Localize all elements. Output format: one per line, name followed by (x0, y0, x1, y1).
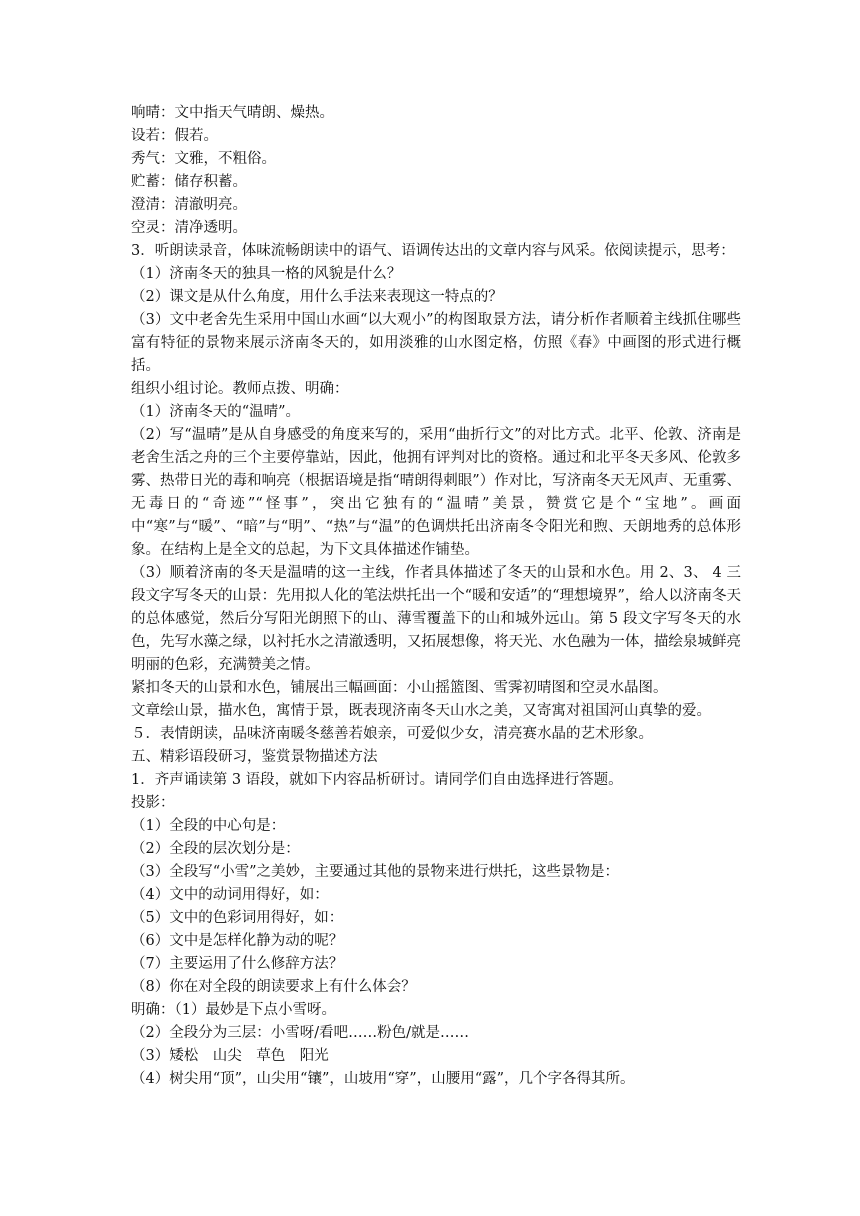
text-line: 投影： (131, 795, 175, 811)
answer-line: （1）济南冬天的“温晴”。 (131, 404, 301, 420)
text-line: 组织小组讨论。教师点拨、明确： (131, 381, 349, 397)
section-heading: 五、精彩语段研习，鉴赏景物描述方法 (131, 749, 378, 765)
question-line: （8）你在对全段的朗读要求上有什么体会？ (131, 979, 416, 995)
question-line: （2）全段的层次划分是： (131, 841, 300, 857)
answer-paragraph: （2）写“温晴”是从自身感受的角度来写的，采用“曲折行文”的对比方式。北平、伦敦、济南是老舍生活之舟的三个主要停靠站，因此，他拥有评判对比的资格。通过和北平冬天多风、伦敦多雾、热带日光的毒和响亮（根据语境是指“晴朗得刺眼”）作对比，写济南冬天无风声、无重雾、无毒日的“奇迹”“怪事”，突出它独有的“温晴”美景，赞赏它是个“宝地”。画面中“寒”与“暖”、“暗”与“明”、“热”与“温”的色调烘托出济南冬令阳光和煦、天朗地秀的总体形象。在结构上是全文的总起，为下文具体描述作铺垫。 (131, 427, 741, 558)
glossary-line: 澄清：清澈明亮。 (131, 197, 247, 213)
question-line: （4）文中的动词用得好，如： (131, 887, 329, 903)
answer-paragraph: （3）顺着济南的冬天是温晴的这一主线，作者具体描述了冬天的山景和水色。用 2、3、 4 三段文字写冬天的山景：先用拟人化的笔法烘托出一个“暖和安适”的“理想境界”，给人以济南冬天的总体感觉，然后分写阳光朗照下的山、薄雪覆盖下的山和城外远山。第 5 段文字写冬天的水色，先写水藻之绿，以衬托水之清澈透明，又拓展想像，将天光、水色融为一体，描绘泉城鲜亮明丽的色彩，充满赞美之情。 (131, 565, 741, 673)
document-page (131, 102, 741, 1091)
answer-line: 明确：（1）最妙是下点小雪呀。 (131, 1002, 336, 1018)
glossary-line: 空灵：清净透明。 (131, 220, 247, 236)
task-paragraph: 3．听朗读录音，体味流畅朗读中的语气、语调传达出的文章内容与风采。依阅读提示，思考： (131, 243, 735, 259)
task-line: 1．齐声诵读第 3 语段，就如下内容品析研讨。请同学们自由选择进行答题。 (131, 772, 623, 788)
glossary-line: 响晴：文中指天气晴朗、燥热。 (131, 105, 334, 121)
glossary-line: 秀气：文雅，不粗俗。 (131, 151, 276, 167)
question-line: （1）全段的中心句是： (131, 818, 286, 834)
glossary-line: 设若：假若。 (131, 128, 218, 144)
question-line: （1）济南冬天的独具一格的风貌是什么？ (131, 266, 402, 282)
question-line: （5）文中的色彩词用得好，如： (131, 910, 344, 926)
answer-line: （2）全段分为三层：小雪呀/看吧……粉色/就是…… (131, 1025, 469, 1041)
glossary-line: 贮蓄：储存积蓄。 (131, 174, 247, 190)
answer-line: （4）树尖用“顶”，山尖用“镶”，山坡用“穿”，山腰用“露”，几个字各得其所。 (131, 1071, 635, 1087)
question-line: （3）全段写“小雪”之美妙，主要通过其他的景物来进行烘托，这些景物是： (131, 864, 620, 880)
text-line: 紧扣冬天的山景和水色，铺展出三幅画面：小山摇篮图、雪霁初晴图和空灵水晶图。 (131, 680, 668, 696)
task-line: ５．表情朗读，品味济南暖冬慈善若娘亲，可爱似少女，清亮赛水晶的艺术形象。 (131, 726, 653, 742)
text-line: 文章绘山景，描水色，寓情于景，既表现济南冬天山水之美，又寄寓对祖国河山真挚的爱。 (131, 703, 711, 719)
question-line: （7）主要运用了什么修辞方法？ (131, 956, 344, 972)
question-paragraph: （3）文中老舍先生采用中国山水画“以大观小”的构图取景方法，请分析作者顺着主线抓住哪些富有特征的景物来展示济南冬天的，如用淡雅的山水图定格，仿照《春》中画图的形式进行概括。 (131, 312, 741, 374)
question-line: （2）课文是从什么角度，用什么手法来表现这一特点的？ (131, 289, 503, 305)
question-line: （6）文中是怎样化静为动的呢？ (131, 933, 344, 949)
answer-line: （3）矮松 山尖 草色 阳光 (131, 1048, 329, 1064)
